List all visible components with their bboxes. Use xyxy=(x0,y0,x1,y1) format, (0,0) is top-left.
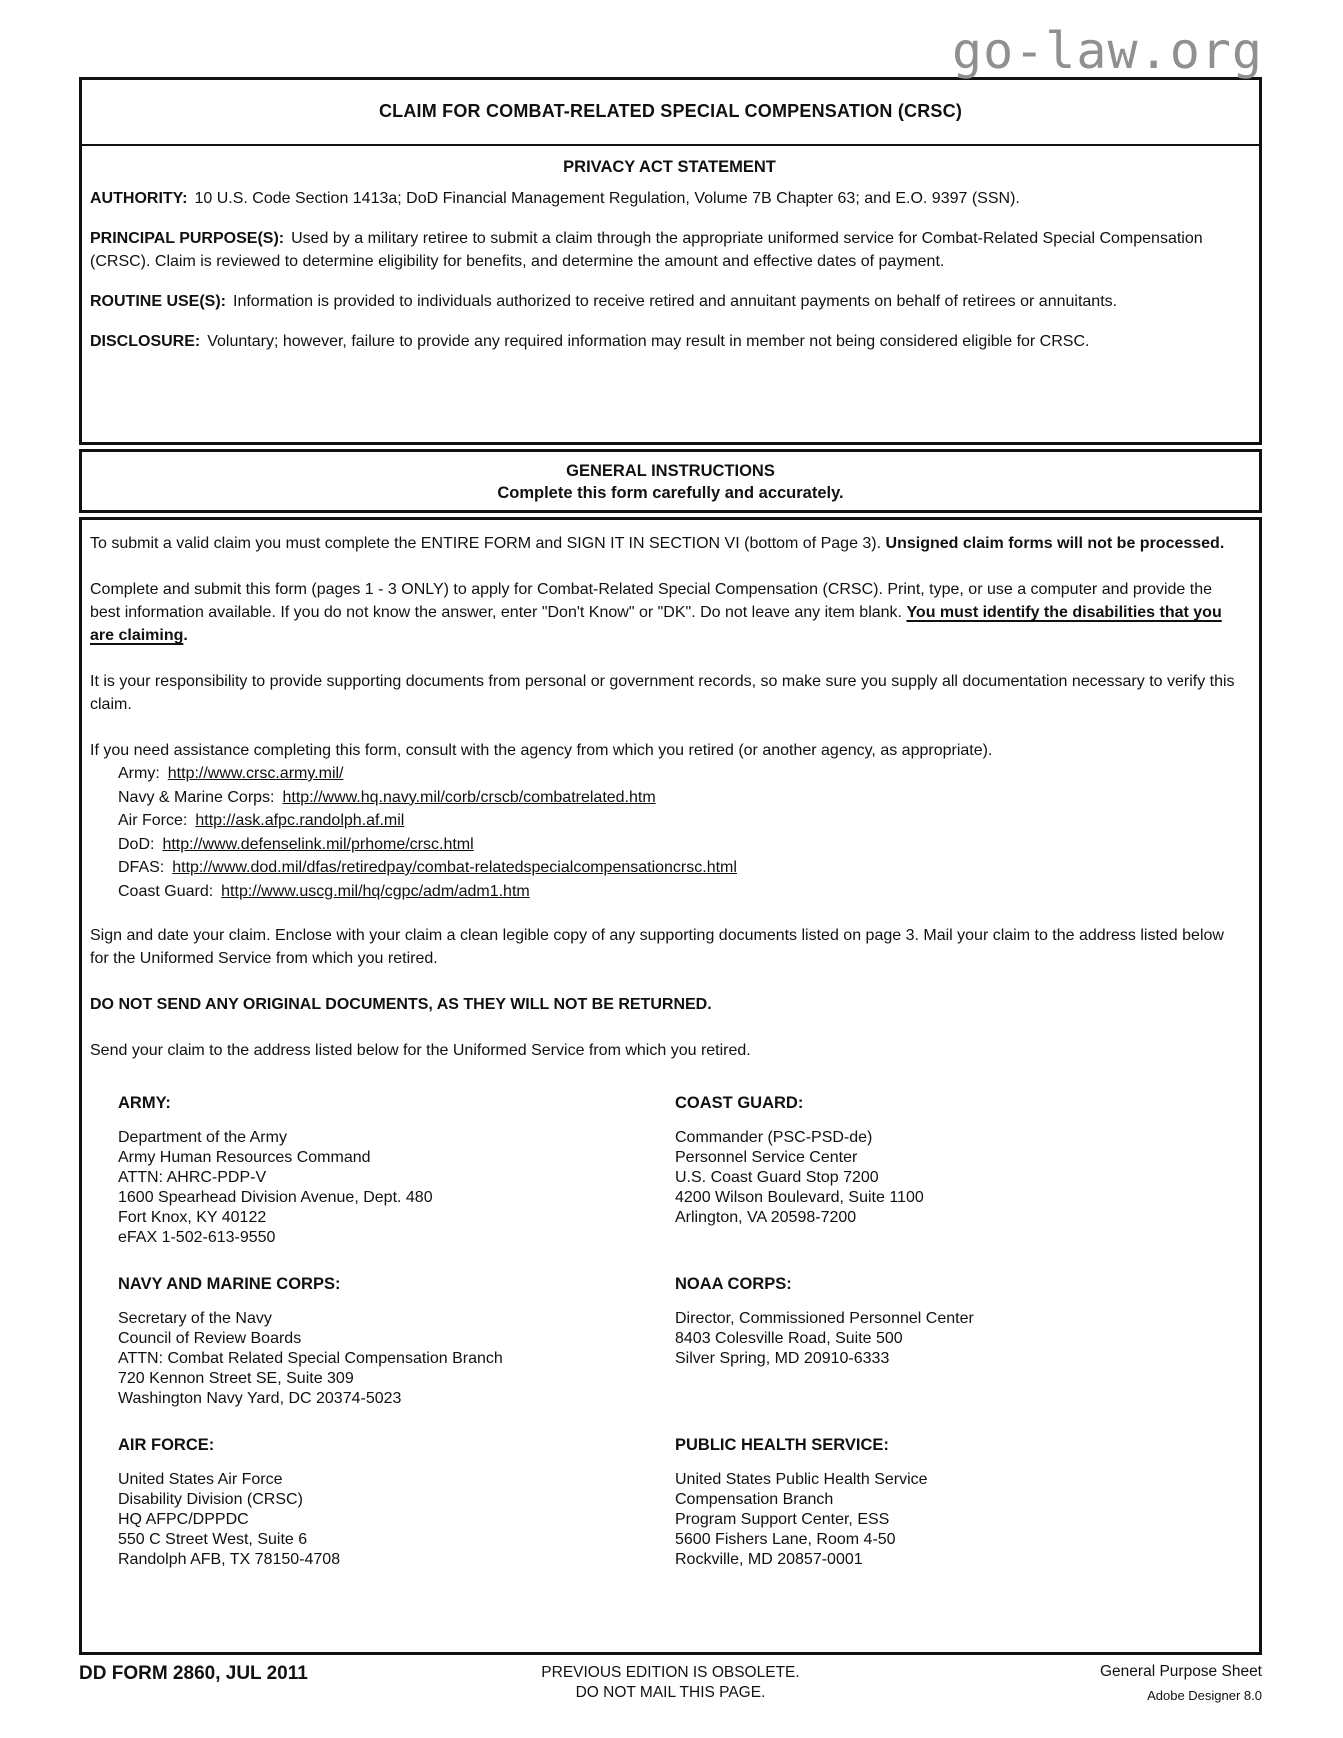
privacy-routine-use-label: ROUTINE USE(S): xyxy=(90,293,226,310)
agency-link-row-dfas xyxy=(118,856,1245,880)
general-instructions-subheading: Complete this form carefully and accurately. xyxy=(497,484,844,502)
form-number: DD FORM 2860, JUL 2011 xyxy=(79,1663,308,1684)
address-line: Department of the Army xyxy=(118,1129,287,1146)
instruction-p1-text: To submit a valid claim you must complete the ENTIRE FORM and SIGN IT IN SECTION VI (bottom of Page 3). xyxy=(90,535,886,552)
title-privacy-box xyxy=(79,77,1262,445)
agency-link-label: DFAS: xyxy=(118,859,165,876)
general-instructions-heading: GENERAL INSTRUCTIONS xyxy=(566,462,775,480)
watermark-text: go-law.org xyxy=(952,22,1264,80)
address-line: ATTN: AHRC-PDP-V xyxy=(118,1169,267,1186)
page-footer xyxy=(79,1663,1262,1703)
privacy-authority-text: 10 U.S. Code Section 1413a; DoD Financial Management Regulation, Volume 7B Chapter 63; and E.O. 9397 (SSN). xyxy=(194,190,1020,207)
address-line: Fort Knox, KY 40122 xyxy=(118,1209,267,1226)
address-block-army xyxy=(118,1094,675,1248)
address-line: 4200 Wilson Boulevard, Suite 1100 xyxy=(675,1189,924,1206)
address-block-public-health xyxy=(675,1436,1245,1570)
agency-link-dfas[interactable]: http://www.dod.mil/dfas/retiredpay/combat-relatedspecialcompensationcrsc.html xyxy=(172,859,737,876)
instruction-p2-underlined: You must identify the disabilities that you are claiming xyxy=(90,604,1222,644)
agency-link-row-army xyxy=(118,762,1245,786)
privacy-disclosure-label: DISCLOSURE: xyxy=(90,333,201,350)
address-grid xyxy=(118,1094,1245,1597)
form-title: CLAIM FOR COMBAT-RELATED SPECIAL COMPENSATION (CRSC) xyxy=(82,80,1259,146)
privacy-routine-use xyxy=(90,290,1249,313)
address-line: United States Public Health Service xyxy=(675,1471,928,1488)
address-heading-navy-marine: NAVY AND MARINE CORPS: xyxy=(118,1275,341,1293)
agency-link-row-navy-marine xyxy=(118,786,1245,810)
address-line: Randolph AFB, TX 78150-4708 xyxy=(118,1551,341,1568)
address-line: Silver Spring, MD 20910-6333 xyxy=(675,1350,890,1367)
agency-link-row-dod xyxy=(118,833,1245,857)
address-line: Army Human Resources Command xyxy=(118,1149,371,1166)
address-line: United States Air Force xyxy=(118,1471,283,1488)
instructions-box xyxy=(79,517,1262,1655)
instruction-p2-period: . xyxy=(183,627,188,644)
privacy-principal-purpose-text: Used by a military retiree to submit a claim through the appropriate uniformed service for Combat-Related Special Compensation (CRSC). Claim is reviewed to determine eligibility for benefits, and determine the amount and effective dates of payment. xyxy=(90,230,1203,270)
instruction-responsibility: It is your responsibility to provide supporting documents from personal or government records, so make sure you supply all documentation necessary to verify this claim. xyxy=(90,673,1235,713)
agency-link-coast-guard[interactable]: http://www.uscg.mil/hq/cgpc/adm/adm1.htm xyxy=(221,882,530,900)
address-line: Council of Review Boards xyxy=(118,1330,302,1347)
agency-link-label: Air Force: xyxy=(118,812,188,829)
address-line: 8403 Colesville Road, Suite 500 xyxy=(675,1330,903,1347)
instruction-complete-form xyxy=(90,578,1245,647)
adobe-designer-label: Adobe Designer 8.0 xyxy=(1147,1688,1262,1703)
address-line: 720 Kennon Street SE, Suite 309 xyxy=(118,1370,354,1387)
instruction-send-claim: Send your claim to the address listed below for the Uniformed Service from which you retired. xyxy=(90,1042,751,1059)
privacy-disclosure-text: Voluntary; however, failure to provide any required information may result in member not being considered eligible for CRSC. xyxy=(207,333,1090,350)
address-line: Program Support Center, ESS xyxy=(675,1511,890,1528)
agency-link-dod[interactable]: http://www.defenselink.mil/prhome/crsc.html xyxy=(162,835,474,853)
agency-link-row-air-force xyxy=(118,809,1245,833)
agency-link-label: Coast Guard: xyxy=(118,882,214,900)
address-block-coast-guard xyxy=(675,1094,1245,1248)
address-line: Director, Commissioned Personnel Center xyxy=(675,1310,974,1327)
address-line: Commander (PSC-PSD-de) xyxy=(675,1129,873,1146)
agency-link-navy-marine[interactable]: http://www.hq.navy.mil/corb/crscb/combatrelated.htm xyxy=(282,788,656,806)
address-heading-noaa: NOAA CORPS: xyxy=(675,1275,792,1293)
agency-link-label: DoD: xyxy=(118,835,155,853)
privacy-principal-purpose-label: PRINCIPAL PURPOSE(S): xyxy=(90,230,285,247)
address-line: eFAX 1-502-613-9550 xyxy=(118,1229,276,1246)
address-line: Secretary of the Navy xyxy=(118,1310,272,1327)
instruction-p2-text: Complete and submit this form (pages 1 - 3 ONLY) to apply for Combat-Related Special Compensation (CRSC). Print, type, or use a computer and provide the best information available. If you do not know the answer, enter "Don't Know" or "DK". Do not leave any item blank. xyxy=(90,581,1212,621)
footer-center-note xyxy=(439,1663,902,1703)
privacy-heading: PRIVACY ACT STATEMENT xyxy=(563,158,776,176)
address-heading-coast-guard: COAST GUARD: xyxy=(675,1094,804,1112)
privacy-principal-purpose xyxy=(90,227,1249,273)
instruction-sign-and-date: Sign and date your claim. Enclose with your claim a clean legible copy of any supporting documents listed on page 3. Mail your claim to the address listed below for the Uniformed Service from which you retired. xyxy=(90,927,1224,967)
general-instructions-box xyxy=(79,449,1262,513)
address-line: Arlington, VA 20598-7200 xyxy=(675,1209,857,1226)
instruction-p1-bold: Unsigned claim forms will not be processed. xyxy=(885,535,1225,552)
address-heading-public-health: PUBLIC HEALTH SERVICE: xyxy=(675,1436,889,1454)
address-heading-army: ARMY: xyxy=(118,1094,171,1112)
address-block-navy-marine xyxy=(118,1275,675,1409)
agency-link-row-coast-guard xyxy=(118,880,1245,904)
address-heading-air-force: AIR FORCE: xyxy=(118,1436,215,1454)
address-line: Personnel Service Center xyxy=(675,1149,858,1166)
do-not-mail-note: DO NOT MAIL THIS PAGE. xyxy=(575,1684,766,1701)
instruction-sign-section-vi xyxy=(90,532,1245,555)
address-line: Disability Division (CRSC) xyxy=(118,1491,303,1508)
address-line: 1600 Spearhead Division Avenue, Dept. 480 xyxy=(118,1189,433,1206)
address-line: 550 C Street West, Suite 6 xyxy=(118,1531,308,1548)
address-line: Washington Navy Yard, DC 20374-5023 xyxy=(118,1390,402,1407)
privacy-authority xyxy=(90,187,1249,210)
instruction-assistance: If you need assistance completing this form, consult with the agency from which you retired (or another agency, as appropriate). xyxy=(90,742,993,759)
address-line: Rockville, MD 20857-0001 xyxy=(675,1551,863,1568)
general-purpose-label: General Purpose Sheet xyxy=(1100,1663,1262,1680)
address-block-air-force xyxy=(118,1436,675,1570)
privacy-routine-use-text: Information is provided to individuals authorized to receive retired and annuitant payments on behalf of retirees or annuitants. xyxy=(233,293,1118,310)
address-line: HQ AFPC/DPPDC xyxy=(118,1511,249,1528)
agency-links-list xyxy=(118,762,1245,903)
address-line: U.S. Coast Guard Stop 7200 xyxy=(675,1169,879,1186)
privacy-authority-label: AUTHORITY: xyxy=(90,190,188,207)
agency-link-air-force[interactable]: http://ask.afpc.randolph.af.mil xyxy=(195,812,405,829)
footer-right-note xyxy=(902,1663,1262,1703)
address-line: 5600 Fishers Lane, Room 4-50 xyxy=(675,1531,896,1548)
agency-link-label: Army: xyxy=(118,765,160,782)
form-body xyxy=(79,77,1262,1655)
privacy-act-section xyxy=(82,146,1259,353)
agency-link-army[interactable]: http://www.crsc.army.mil/ xyxy=(167,765,344,782)
instruction-no-originals: DO NOT SEND ANY ORIGINAL DOCUMENTS, AS THEY WILL NOT BE RETURNED. xyxy=(90,996,712,1013)
address-line: Compensation Branch xyxy=(675,1491,834,1508)
address-line: ATTN: Combat Related Special Compensation Branch xyxy=(118,1350,503,1367)
privacy-disclosure xyxy=(90,330,1249,353)
agency-link-label: Navy & Marine Corps: xyxy=(118,788,275,806)
address-block-noaa xyxy=(675,1275,1245,1409)
previous-edition-note: PREVIOUS EDITION IS OBSOLETE. xyxy=(541,1664,800,1681)
